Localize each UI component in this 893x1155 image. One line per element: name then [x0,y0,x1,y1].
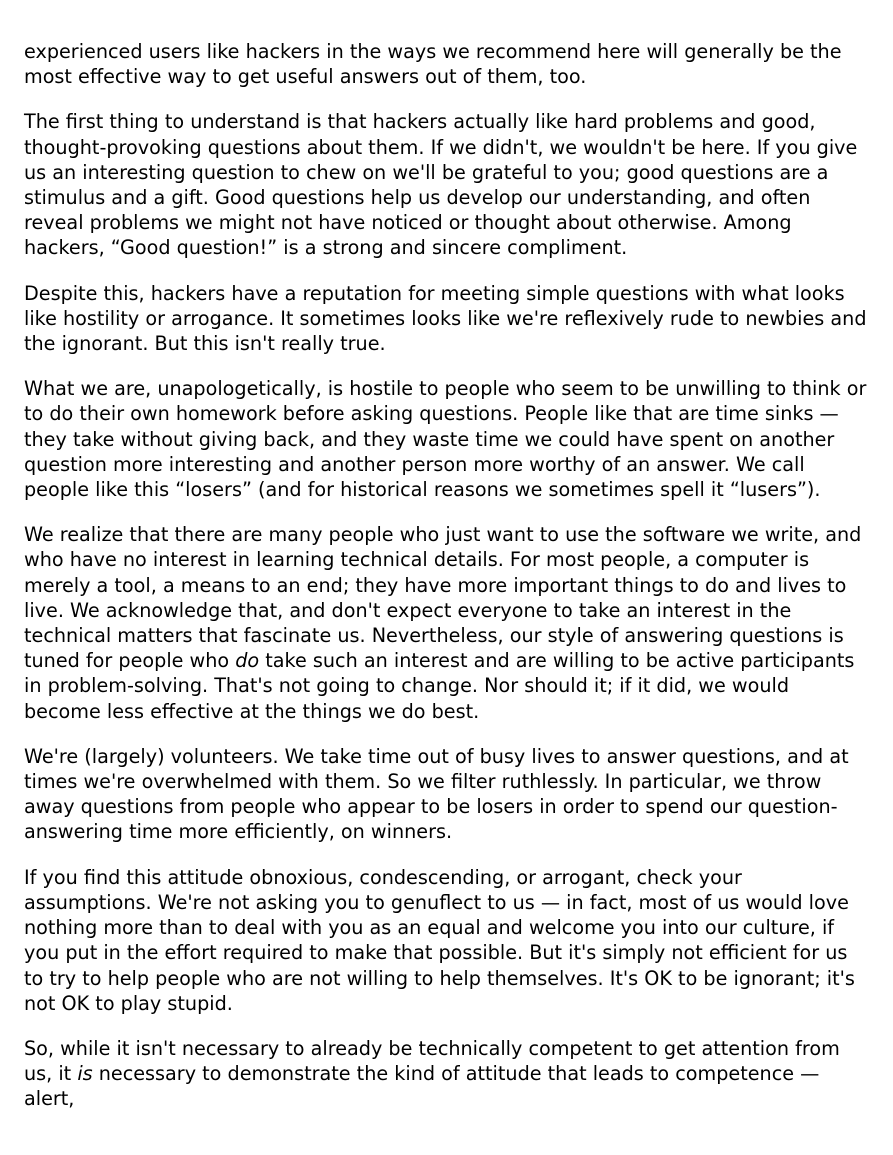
paragraph-text: necessary to demonstrate the kind of attitude that leads to competence — alert, [24,1062,820,1111]
paragraph-text: We're (largely) volunteers. We take time out of busy lives to answer questions, and at times we're overwhelmed with them. So we filter ruthlessly. In particular, we throw away questions from people who appear to be losers in order to spend our question-answering time more efficiently, on winners. [24,744,849,844]
paragraph-text: Despite this, hackers have a reputation for meeting simple questions with what looks like hostility or arrogance. It sometimes looks like we're reflexively rude to newbies and the ignorant. But this isn't really true. [24,281,867,356]
paragraph-text: We realize that there are many people who just want to use the software we write, and who have no interest in learning technical details. For most people, a computer is merely a tool, a means to an end; they have more important things to do and lives to live. We acknowledge that, and don't expect everyone to take an interest in the technical matters that fascinate us. Nevertheless, our style of answering questions is tuned for people who [24,523,862,673]
emphasis-text: is [77,1062,93,1086]
emphasis-text: do [235,649,260,673]
paragraph-text: take such an interest and are willing to be active participants in problem-solving. That's not going to change. Nor should it; if it did, we would become less effective at the things we do best. [24,649,855,723]
paragraph [24,109,871,260]
paragraph-text: experienced users like hackers in the ways we recommend here will generally be the most effective way to get useful answers out of them, too. [24,40,842,89]
paragraph [24,865,871,1016]
paragraph-text: The first thing to understand is that hackers actually like hard problems and good, thought-provoking questions about them. If we didn't, we wouldn't be here. If you give us an interesting question to chew on we'll be grateful to you; good questions are a stimulus and a gift. Good questions help us develop our understanding, and often reveal problems we might not have noticed or thought about otherwise. Among hackers, “Good question!” is a strong and sincere compliment. [24,110,858,260]
paragraph [24,39,871,89]
paragraph [24,522,871,724]
paragraph [24,376,871,502]
paragraph-text: What we are, unapologetically, is hostile to people who seem to be unwilling to think or to do their own homework before asking questions. People like that are time sinks — they take without giving back, and they waste time we could have spent on another question more interesting and another person more worthy of an answer. We call people like this “losers” (and for historical reasons we sometimes spell it “lusers”). [24,377,867,502]
paragraph-text: So, while it isn't necessary to already be technically competent to get attention from us, it [24,1036,840,1086]
paragraph-text: If you find this attitude obnoxious, condescending, or arrogant, check your assumptions. We're not asking you to genuflect to us — in fact, most of us would love nothing more than to deal with you as an equal and welcome you into our culture, if you put in the effort required to make that possible. But it's simply not efficient for us to try to help people who are not willing to help themselves. It's OK to be ignorant; it's not OK to play stupid. [24,865,855,1015]
paragraph [24,744,871,845]
paragraph [24,281,871,357]
paragraph [24,1036,871,1112]
